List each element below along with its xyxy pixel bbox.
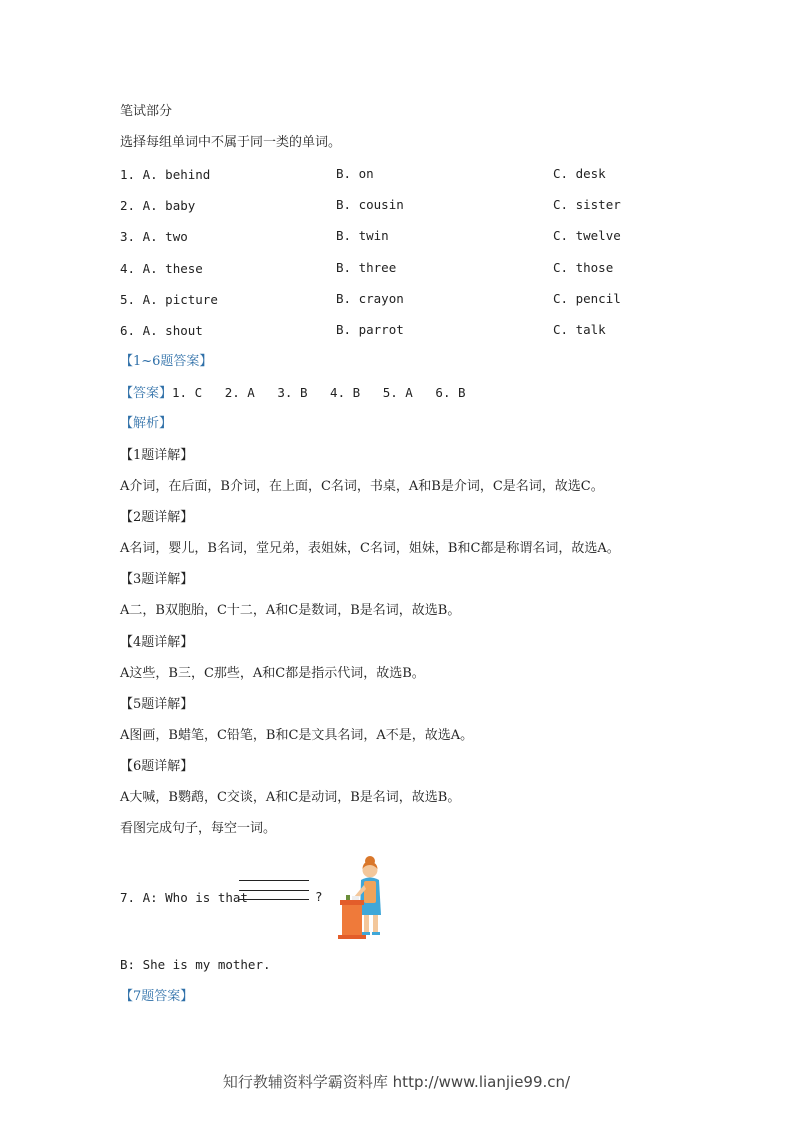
blank-line bbox=[239, 890, 309, 891]
detail-title-6: 【6题详解】 bbox=[120, 759, 194, 774]
question-number: 5. A. bbox=[120, 292, 158, 307]
answer-blanks bbox=[239, 880, 309, 909]
q7-reply: B: She is my mother. bbox=[120, 957, 271, 972]
option-b-row-5: B. crayon bbox=[336, 291, 404, 306]
detail-text-3: A二，B双胞胎，C十二，A和C是数词，B是名词，故选B。 bbox=[120, 603, 461, 618]
question-row bbox=[120, 291, 218, 309]
question-row bbox=[120, 166, 210, 184]
detail-title-2: 【2题详解】 bbox=[120, 510, 194, 525]
detail-text-1: A介词，在后面，B介词，在上面，C名词，书桌，A和B是介词，C是名词，故选C。 bbox=[120, 479, 604, 494]
question-number: 1. A. bbox=[120, 167, 158, 182]
q7-answer-header: 【7题答案】 bbox=[120, 989, 194, 1004]
option-c-row-3: C. twelve bbox=[553, 228, 621, 243]
answers-text: 1. C 2. A 3. B 4. B 5. A 6. B bbox=[172, 385, 466, 400]
question-row bbox=[120, 228, 188, 246]
detail-title-3: 【3题详解】 bbox=[120, 572, 194, 587]
option-a: behind bbox=[165, 167, 211, 182]
option-c-row-6: C. talk bbox=[553, 322, 606, 337]
detail-text-6: A大喊，B鹦鹉，C交谈，A和C是动词，B是名词，故选B。 bbox=[120, 790, 461, 805]
blank-line bbox=[239, 899, 309, 900]
answer-tag: 【答案】 bbox=[120, 386, 173, 401]
option-a: baby bbox=[165, 198, 196, 213]
question-number: 6. A. bbox=[120, 323, 158, 338]
footer-watermark: 知行教辅资料学霸资料库 http://www.lianjie99.cn/ bbox=[222, 1073, 571, 1091]
detail-text-5: A图画，B蜡笔，C铅笔，B和C是文具名词，A不是，故选A。 bbox=[120, 728, 474, 743]
woman-at-desk-illustration bbox=[334, 855, 394, 941]
option-a: two bbox=[165, 229, 188, 244]
detail-title-1: 【1题详解】 bbox=[120, 448, 194, 463]
option-a: picture bbox=[165, 292, 218, 307]
detail-title-5: 【5题详解】 bbox=[120, 697, 194, 712]
part2-instruction: 看图完成句子，每空一词。 bbox=[120, 821, 277, 836]
question-number: 2. A. bbox=[120, 198, 158, 213]
detail-title-4: 【4题详解】 bbox=[120, 635, 194, 650]
detail-text-4: A这些，B三，C那些，A和C都是指示代词，故选B。 bbox=[120, 666, 425, 681]
option-c-row-4: C. those bbox=[553, 260, 614, 275]
section-title: 笔试部分 bbox=[120, 104, 173, 119]
q7-prompt: 7. A: Who is that bbox=[120, 890, 248, 905]
option-c-row-1: C. desk bbox=[553, 166, 606, 181]
question-number: 4. A. bbox=[120, 261, 158, 276]
part1-instruction: 选择每组单词中不属于同一类的单词。 bbox=[120, 135, 342, 150]
blank-line bbox=[239, 880, 309, 881]
question-number: 3. A. bbox=[120, 229, 158, 244]
option-b-row-1: B. on bbox=[336, 166, 374, 181]
analysis-tag: 【解析】 bbox=[120, 416, 173, 431]
question-mark: ? bbox=[315, 889, 323, 904]
question-row bbox=[120, 260, 203, 278]
option-b-row-3: B. twin bbox=[336, 228, 389, 243]
answer-header: 【1~6题答案】 bbox=[120, 354, 213, 369]
option-b-row-2: B. cousin bbox=[336, 197, 404, 212]
option-b-row-4: B. three bbox=[336, 260, 397, 275]
question-row bbox=[120, 322, 203, 340]
option-a: shout bbox=[165, 323, 203, 338]
detail-text-2: A名词，婴儿，B名词，堂兄弟，表姐妹，C名词，姐妹，B和C都是称谓名词，故选A。 bbox=[120, 541, 620, 556]
option-a: these bbox=[165, 261, 203, 276]
answer-line bbox=[120, 384, 466, 403]
option-c-row-2: C. sister bbox=[553, 197, 621, 212]
option-b-row-6: B. parrot bbox=[336, 322, 404, 337]
question-row bbox=[120, 197, 195, 215]
option-c-row-5: C. pencil bbox=[553, 291, 621, 306]
